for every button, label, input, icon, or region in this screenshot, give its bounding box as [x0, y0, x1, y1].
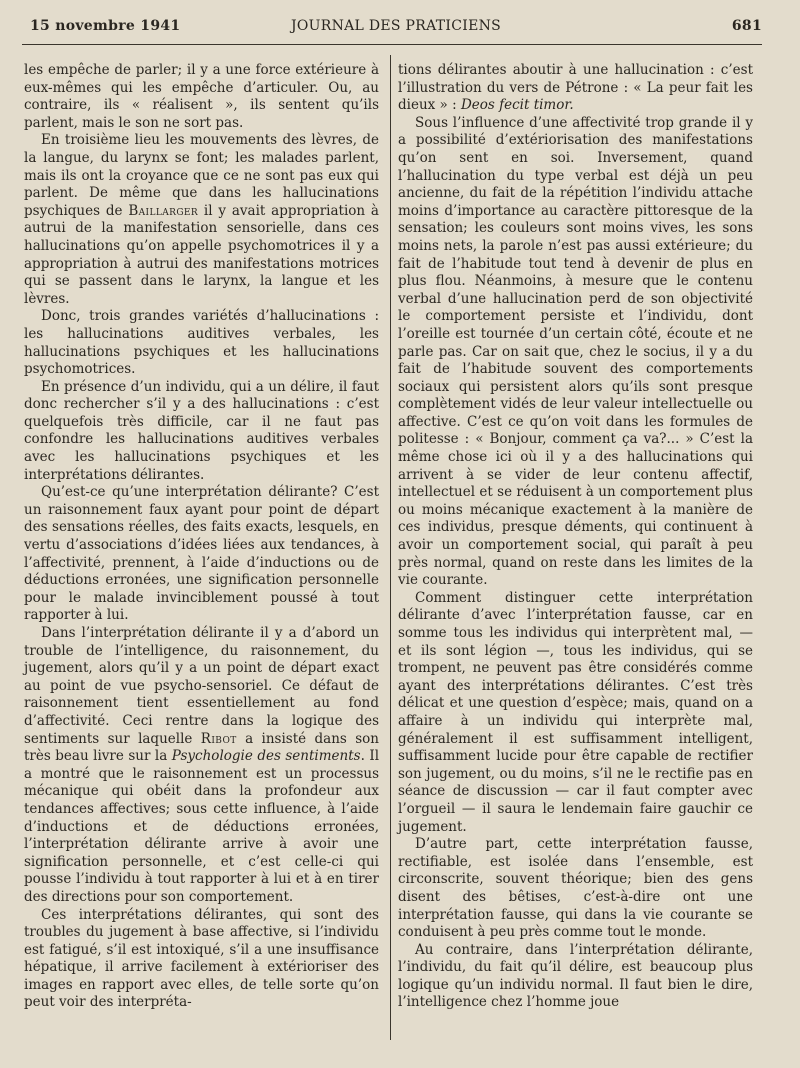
paragraph: Sous l’influence d’une affectivité trop grande il y a possibilité d’extériorisation des manifestations qu’on sent en soi. Inversement, quand l’hallucination du type verbal est déjà un peu ancienne, du fait de la répétition l’individu attache moins d’importance au caractère pittoresque de la sensation; les couleurs sont moins vives, les sons moins nets, la parole n’est pas aussi extérieure; du fait de l’habitude tout tend à devenir de plus en plus flou. Néanmoins, à mesure que le contenu verbal d’une hallucination perd de son objectivité le comportement persiste et l’individu, dont l’oreille est tournée d’un certain côté, écoute et ne parle pas. Car on sait que, chez le socius, il y a du fait de l’habitude souvent des comportements sociaux qui persistent alors qu’ils sont presque complètement vidés de leur valeur intellectuelle ou affective. C’est ce qu’on voit dans les formules de politesse : « Bonjour, comment ça va?... » C’est la même chose ici où il y a des hallucinations qui arrivent à se vider de leur contenu affectif, intellectuel et se réduisent à un comportement plus ou moins mécanique exactement à la manière de ces individus, presque déments, qui continuent à avoir un comportement social, qui paraît à peu près normal, quand on reste dans les limites de la vie courante. — [398, 114, 753, 589]
paragraph: Dans l’interprétation délirante il y a d’abord un trouble de l’intelligence, du raisonnement, du jugement, alors qu’il y a un point de départ exact au point de vue psycho-sensoriel. Ce défaut de raisonnement tient essentiellement au fond d’affectivité. Ceci rentre dans la logique des sentiments sur laquelle Ribot a insisté dans son très beau livre sur la Psychologie des sentiments. Il a montré que le raisonnement est un processus mécanique qui obéit dans la profondeur aux tendances affectives; sous cette influence, à l’aide d’inductions et de déductions erronées, l’interprétation délirante arrive à avoir une signification personnelle, et c’est celle-ci qui pousse l’individu à tout rapporter à lui et à en tirer des directions pour son comportement. — [24, 625, 380, 905]
paragraph: Qu’est-ce qu’une interprétation délirante? C’est un raisonnement faux ayant pour point de départ des sensations réelles, des faits exacts, lesquels, en vertu d’associations d’idées liées aux tendances, à l’affectivité, prennent, à l’aide d’inductions ou de déductions erronées, une signification personnelle pour le malade invinciblement poussé à tout rapporter à lui. — [24, 484, 379, 624]
paragraph: Ces interprétations délirantes, qui sont des troubles du jugement à base affective, si l’individu est fatigué, s’il est intoxiqué, s’il a une insuffisance hépatique, il arrive facilement à extérioriser des images en rapport avec elles, de telle sorte qu’on peut voir des interpréta- — [24, 906, 379, 1011]
page-number: 681 — [731, 18, 762, 34]
paragraph: les empêche de parler; il y a une force extérieure à eux-mêmes qui les empêche d’articuler. Ou, au contraire, ils « réalisent », ils sentent qu’ils parlent, mais le son ne sort pas. — [24, 62, 379, 131]
right-column — [398, 62, 753, 1012]
left-column — [24, 62, 379, 1012]
paragraph: tions délirantes aboutir à une hallucination : c’est l’illustration du vers de Pétrone : « La peur fait les dieux » : Deos fecit timor. — [398, 62, 753, 114]
header-rule — [22, 44, 762, 45]
author-name: Baillarger — [128, 202, 199, 219]
author-name: Ribot — [200, 730, 237, 747]
paragraph: D’autre part, cette interprétation fausse, rectifiable, est isolée dans l’ensemble, est circonscrite, souvent théorique; bien des gens disent des bêtises, c’est-à-dire ont une interprétation fausse, qui dans la vie courante se conduisent à peu près comme tout le monde. — [398, 836, 753, 941]
paragraph: Au contraire, dans l’interprétation délirante, l’individu, du fait qu’il délire, est beaucoup plus logique qu’un individu normal. Il faut bien le dire, l’intelligence chez l’homme joue — [398, 941, 753, 1011]
paragraph: En troisième lieu les mouvements des lèvres, de la langue, du larynx se font; les malades parlent, mais ils ont la croyance que ce ne sont pas eux qui parlent. De même que dans les hallucinations psychiques de Baillarger il y avait appropriation à autrui de la manifestation sensorielle, dans ces hallucinations qu’on appelle psychomotrices il y a appropriation à autrui des manifestations motrices qui se passent dans le larynx, la langue et les lèvres. — [24, 132, 379, 307]
header-date: 15 novembre 1941 — [30, 18, 181, 34]
paragraph: Donc, trois grandes variétés d’hallucinations : les hallucinations auditives verbales, les hallucinations psychiques et les hallucinations psychomotrices. — [24, 308, 379, 378]
latin-quote: Deos fecit timor. — [460, 97, 574, 114]
paragraph: Comment distinguer cette interprétation délirante d’avec l’interprétation fausse, car en somme tous les individus qui interprètent mal, — et ils sont légion —, tous les individus, qui se trompent, ne peuvent pas être considérés comme ayant des interprétations délirantes. C’est très délicat et une question d’espèce; mais, quand on a affaire à un individu qui interprète mal, généralement il est suffisamment intelligent, suffisamment lucide pour être capable de rectifier son jugement, ou du moins, s’il ne le rectifie pas en séance de discussion — car il faut compter avec l’orgueil — il saura le lendemain faire gauchir ce jugement. — [398, 589, 753, 835]
running-header — [30, 18, 762, 40]
book-title: Psychologie des sentiments — [171, 748, 361, 765]
column-rule — [390, 55, 391, 1040]
journal-title: JOURNAL DES PRATICIENS — [290, 18, 502, 34]
paragraph: En présence d’un individu, qui a un délire, il faut donc rechercher s’il y a des hallucinations : c’est quelquefois très difficile, car il ne faut pas confondre les hallucinations auditives verbales avec les hallucinations psychiques et les interprétations délirantes. — [24, 378, 379, 483]
